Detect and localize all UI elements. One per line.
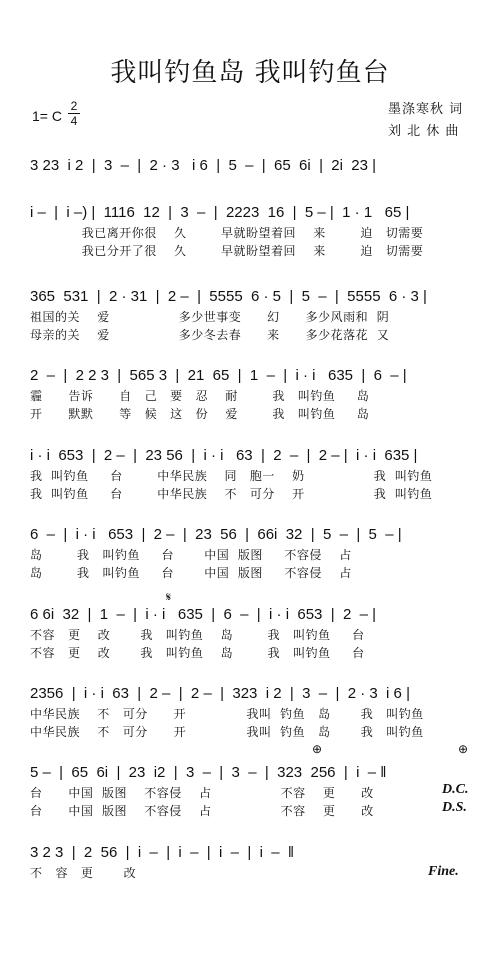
lyric-verse-1: 台 中国 版图 不容侵 占 不容 更 改 <box>30 786 374 800</box>
lyric-verse-1: 我已离开你很 久 早就盼望着回 来 迫 切需要 <box>30 226 424 240</box>
coda-icon: ⊕ <box>312 742 323 756</box>
lyric-verse-2: 我 叫钓鱼 台 中华民族 不 可分 开 我 叫钓鱼 <box>30 487 433 501</box>
segno-icon: 𝄋 <box>166 590 172 604</box>
notes: 2356 | i · i 63 | 2 – | 2 – | 323 i 2 | 3 – | 2 · 3 i 6 | <box>30 685 410 702</box>
score-line-7 <box>30 590 475 662</box>
score-line-6 <box>30 524 475 582</box>
lyric-verse-1: 我 叫钓鱼 台 中华民族 同 胞一 奶 我 叫钓鱼 <box>30 469 433 483</box>
lyric-verse-2: 母亲的关 爱 多少冬去春 来 多少花落花 又 <box>30 328 390 342</box>
lyric-verse-1: 霾 告诉 自 己 要 忍 耐 我 叫钓鱼 岛 <box>30 389 370 403</box>
lyric-verse-1: 不容 更 改 我 叫钓鱼 岛 我 叫钓鱼 台 <box>30 628 365 642</box>
lyric-verse-1: 中华民族 不 可分 开 我叫 钓鱼 岛 我 叫钓鱼 <box>30 707 424 721</box>
meter-top: 2 <box>70 99 78 113</box>
score-line-5 <box>30 445 475 503</box>
lyric-verse-2: 开 默默 等 候 这 份 爱 我 叫钓鱼 岛 <box>30 407 370 421</box>
score-line-3 <box>30 286 475 344</box>
score-line-4 <box>30 365 475 423</box>
notes: 3 2 3 | 2 56 | i – | i – | i – | i – ‖ <box>30 844 295 861</box>
lyric-verse-2: 不容 更 改 我 叫钓鱼 岛 我 叫钓鱼 台 <box>30 646 365 660</box>
dc-marking: D.C. <box>442 782 469 797</box>
lyric-verse-1: 祖国的关 爱 多少世事变 幻 多少风雨和 阴 <box>30 310 390 324</box>
key-signature: 1= C <box>32 108 62 124</box>
lyric-verse-2: 岛 我 叫钓鱼 台 中国 版图 不容侵 占 <box>30 566 352 580</box>
lyric-verse-2: 中华民族 不 可分 开 我叫 钓鱼 岛 我 叫钓鱼 <box>30 725 424 739</box>
ds-marking: D.S. <box>442 800 467 815</box>
composer-credit: 刘 北 休 曲 <box>388 124 460 139</box>
meter-bottom: 4 <box>70 114 78 128</box>
fine-marking: Fine. <box>428 864 459 879</box>
song-title: 我叫钓鱼岛 我叫钓鱼台 <box>110 58 390 88</box>
notes: 3 23 i 2 | 3 – | 2 · 3 i 6 | 5 – | 65 6i | 2i 23 | <box>30 157 377 174</box>
notes: i – | i –) | 1116 12 | 3 – | 2223 16 | 5 – | 1 · 1 65 | <box>30 204 410 221</box>
lyric-verse-2: 我已分开了很 久 早就盼望着回 来 迫 切需要 <box>30 244 424 258</box>
lyric-verse-1: 不 容 更 改 <box>30 866 137 880</box>
notes: 6 – | i · i 653 | 2 – | 23 56 | 66i 32 | 5 – | 5 – | <box>30 526 402 543</box>
notes: 5 – | 65 6i | 23 i2 | 3 – | 3 – | 323 256 | i – ‖ <box>30 764 387 781</box>
notes: 6 6i 32 | 1 – | i · i 635 | 6 – | i · i 653 | 2 – | <box>30 606 377 623</box>
lyric-verse-2: 台 中国 版图 不容侵 占 不容 更 改 <box>30 804 374 818</box>
score-line-8 <box>30 683 475 741</box>
notes: i · i 653 | 2 – | 23 56 | i · i 63 | 2 – | 2 – | i · i 635 | <box>30 447 418 464</box>
score-line-9 <box>30 742 475 820</box>
score-line-2 <box>30 202 475 260</box>
coda-icon: ⊕ <box>458 742 469 756</box>
time-signature <box>68 100 80 127</box>
notes: 365 531 | 2 · 31 | 2 – | 5555 6 · 5 | 5 – | 5555 6 · 3 | <box>30 288 427 305</box>
notes: 2 – | 2 2 3 | 565 3 | 21 65 | 1 – | i · i 635 | 6 – | <box>30 367 407 384</box>
lyricist-credit: 墨涤寒秋 词 <box>388 102 464 117</box>
score-line-1 <box>30 155 475 177</box>
lyric-verse-1: 岛 我 叫钓鱼 台 中国 版图 不容侵 占 <box>30 548 352 562</box>
score-line-10 <box>30 842 475 882</box>
